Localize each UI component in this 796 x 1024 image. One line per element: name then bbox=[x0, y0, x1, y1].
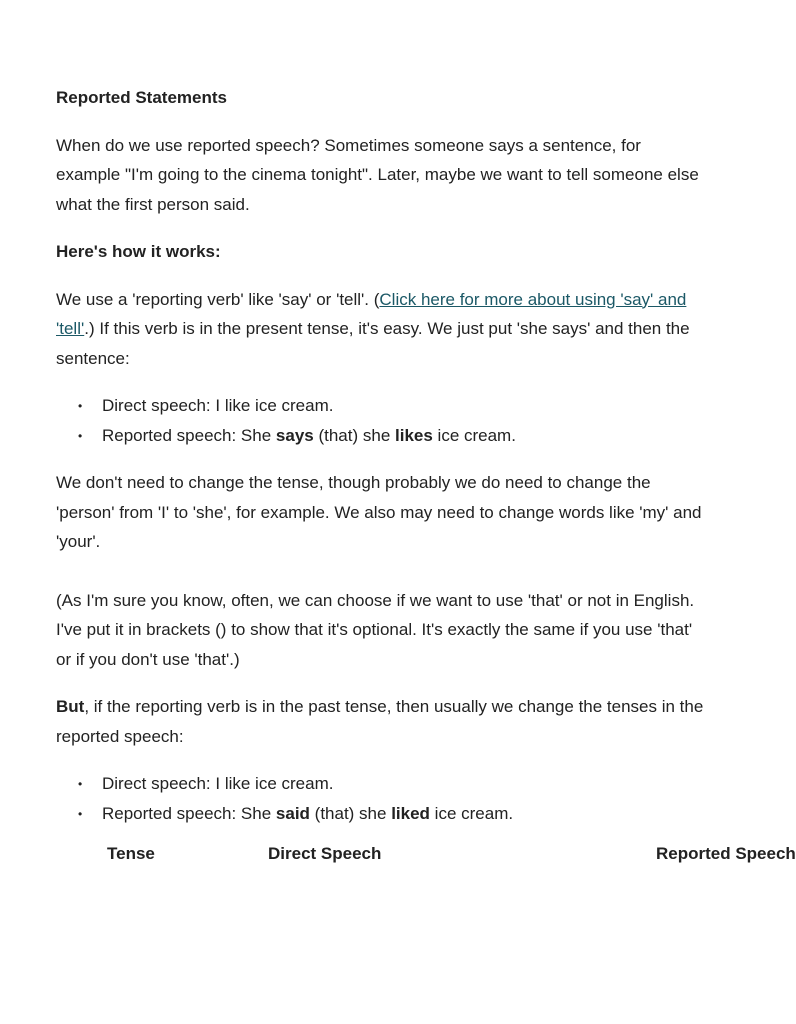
bullet-icon: • bbox=[78, 807, 83, 821]
reporting-verb-text-after: .) If this verb is in the present tense, it's easy. We just put 'she says' and then the sentence: bbox=[56, 319, 690, 368]
reported-speech-suffix: ice cream. bbox=[429, 804, 514, 823]
reporting-verb-text-before: We use a 'reporting verb' like 'say' or 'tell'. ( bbox=[56, 289, 380, 309]
present-examples-list bbox=[56, 391, 706, 451]
column-header-tense: Tense bbox=[107, 844, 155, 863]
reported-speech-middle: (that) she bbox=[313, 426, 395, 445]
column-header-reported-speech: Reported Speech bbox=[656, 844, 796, 863]
reported-verb-liked: liked bbox=[391, 804, 430, 823]
past-tense-paragraph bbox=[56, 692, 706, 751]
article-content bbox=[56, 83, 706, 846]
reported-speech-suffix: ice cream. bbox=[432, 426, 516, 445]
reported-speech-prefix: Reported speech: She bbox=[102, 804, 276, 823]
reported-speech-prefix: Reported speech: She bbox=[102, 426, 276, 445]
say-tell-link[interactable]: Click here for more about using 'say' and 'tell' bbox=[56, 289, 687, 338]
bullet-icon: • bbox=[78, 399, 83, 413]
direct-speech-example: Direct speech: I like ice cream. bbox=[102, 396, 334, 415]
how-it-works-heading: Here's how it works: bbox=[56, 242, 221, 261]
list-item bbox=[56, 421, 706, 451]
column-header-direct-speech: Direct Speech bbox=[268, 844, 382, 863]
intro-paragraph: When do we use reported speech? Sometimes someone says a sentence, for example "I'm going to the cinema tonight". Later, maybe we want to tell someone else what the first person said. bbox=[56, 135, 699, 214]
list-item bbox=[56, 391, 706, 421]
reported-speech-middle: (that) she bbox=[309, 804, 392, 823]
tense-table-header bbox=[0, 838, 796, 870]
that-note-paragraph: (As I'm sure you know, often, we can choose if we want to use 'that' or not in English. I've put it in brackets () to show that it's optional. It's exactly the same if you use 'that' or if you don't use 'that'.) bbox=[56, 590, 695, 669]
reported-verb-said: said bbox=[275, 804, 310, 823]
bullet-icon: • bbox=[78, 429, 83, 443]
direct-speech-example: Direct speech: I like ice cream. bbox=[102, 774, 334, 793]
bullet-icon: • bbox=[78, 777, 83, 791]
reported-verb-likes: likes bbox=[395, 426, 433, 445]
no-change-paragraph: We don't need to change the tense, though probably we do need to change the 'person' from 'I' to 'she', for example. We also may need to change words like 'my' and 'your'. bbox=[56, 473, 702, 551]
reported-verb-says: says bbox=[275, 426, 314, 445]
list-item bbox=[56, 799, 706, 829]
past-tense-text: , if the reporting verb is in the past tense, then usually we change the tenses in the reported speech: bbox=[56, 697, 704, 746]
reporting-verb-paragraph bbox=[56, 285, 706, 374]
page-title: Reported Statements bbox=[56, 88, 227, 107]
but-emphasis: But bbox=[56, 697, 85, 716]
past-examples-list bbox=[56, 769, 706, 829]
list-item bbox=[56, 769, 706, 799]
